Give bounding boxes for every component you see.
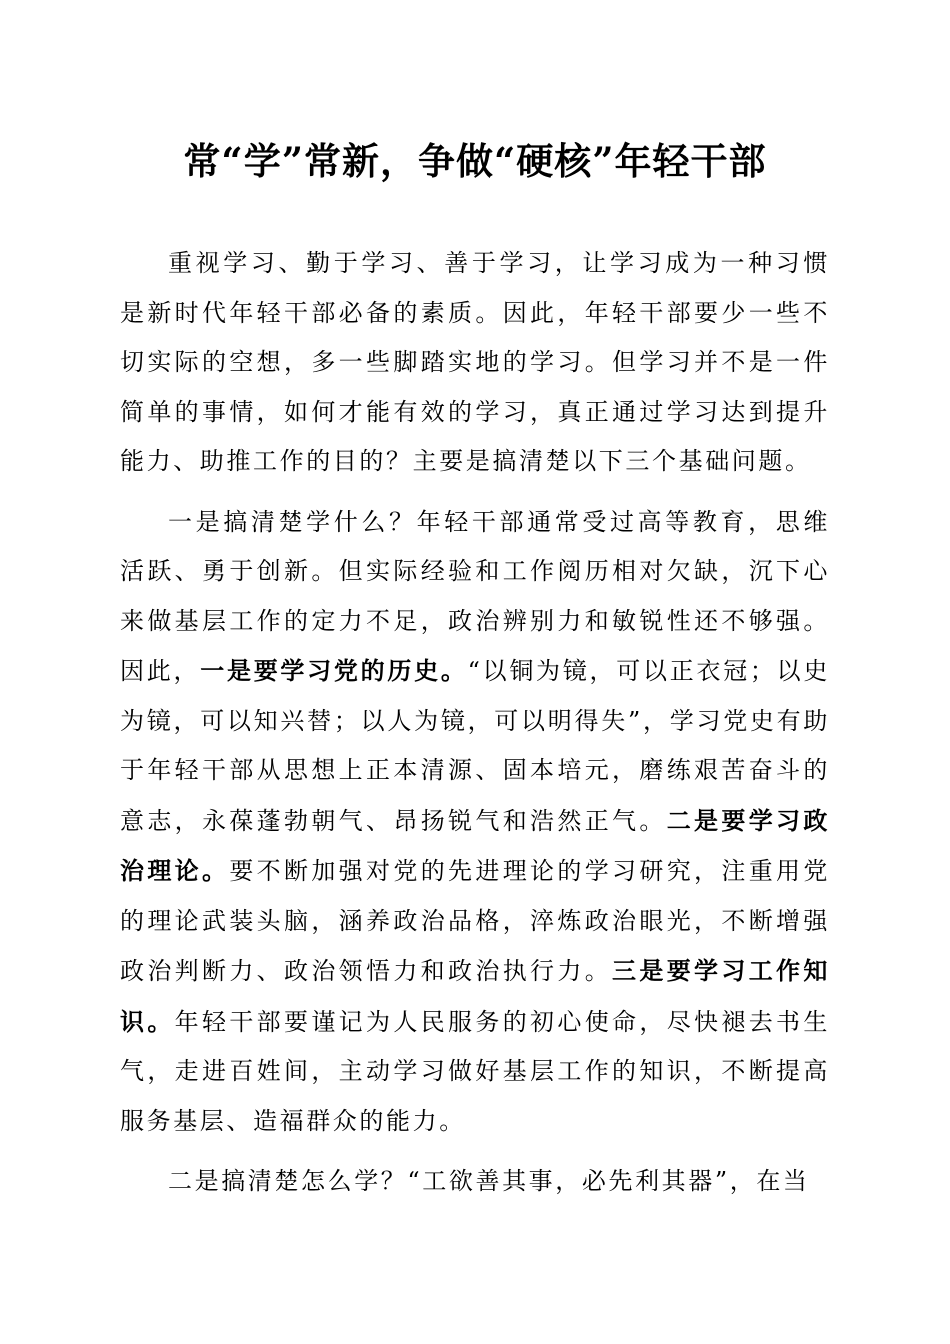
bold-heading-political-theory: 二是要学习政治理论。 xyxy=(120,805,830,885)
document-title: 常“学”常新，争做“硬核”年轻干部 xyxy=(183,139,767,183)
paragraph-text: 要不断加强对党的先进理论的学习研究，注重用党的理论武装头脑，涵养政治品格，淬炼政治眼光，不断增强政治判断力、政治领悟力和政治执行力。 xyxy=(120,857,830,985)
document-body xyxy=(120,239,830,1207)
bold-heading-party-history: 一是要学习党的历史。 xyxy=(200,656,468,685)
paragraph-intro: 重视学习、勤于学习、善于学习，让学习成为一种习惯是新时代年轻干部必备的素质。因此，年轻干部要少一些不切实际的空想，多一些脚踏实地的学习。但学习并不是一件简单的事情，如何才能有效的学习，真正通过学习达到提升能力、助推工作的目的？主要是搞清楚以下三个基础问题。 xyxy=(120,249,830,475)
paragraph-text: 一是搞清楚学什么？年轻干部通常受过高等教育，思维活跃、勇于创新。但实际经验和工作阅历相对欠缺，沉下心来做基层工作的定力不足，政治辨别力和敏锐性还不够强。因此， xyxy=(120,507,830,685)
paragraph-text: 年轻干部要谨记为人民服务的初心使命，尽快褪去书生气，走进百姓间，主动学习做好基层工作的知识，不断提高服务基层、造福群众的能力。 xyxy=(120,1007,830,1135)
bold-heading-work-knowledge: 三是要学习工作知识。 xyxy=(120,956,830,1036)
paragraph-text: “以铜为镜，可以正衣冠；以史为镜，可以知兴替；以人为镜，可以明得失”，学习党史有助于年轻干部从思想上正本清源、固本培元，磨练艰苦奋斗的意志，永葆蓬勃朝气、昂扬锐气和浩然正气。 xyxy=(120,657,831,835)
paragraph-what-to-learn xyxy=(120,498,830,1147)
paragraph-how-to-learn: 二是搞清楚怎么学？“工欲善其事，必先利其器”，在当 xyxy=(168,1167,810,1195)
